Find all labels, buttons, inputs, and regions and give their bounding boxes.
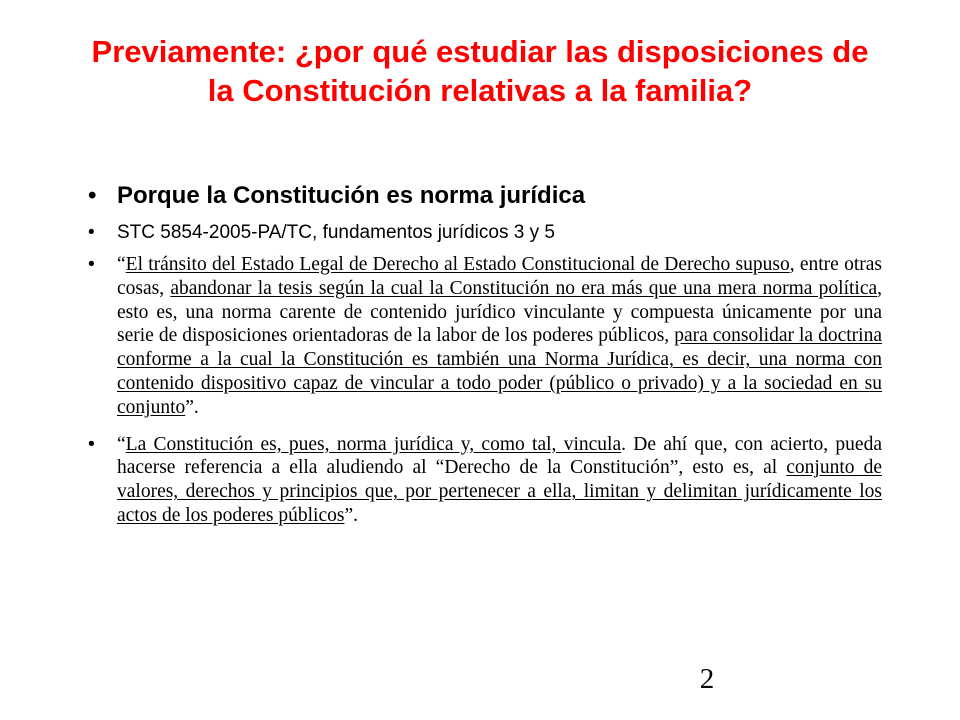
plain-segment: , esto es, una norma carente de contenido jurídico vinculante y compuesta únicamente por una serie de disposiciones orientadoras de la labor de los poderes públicos, <box>117 277 883 347</box>
underlined-segment: La Constitución es, pues, norma jurídica y, como tal, vincula <box>125 433 622 455</box>
quote-close-mark: ”. <box>344 504 358 526</box>
quote-open-mark: “ <box>117 433 126 455</box>
bullet-list <box>88 178 882 528</box>
bullet-quote-transition <box>88 253 882 420</box>
bullet-stc-reference: • STC 5854-2005-PA/TC, fundamentos jurídicos 3 y 5 <box>88 220 882 246</box>
underlined-segment: abandonar la tesis según la cual la Constitución no era más que una mera norma política <box>170 277 878 299</box>
bullet-quote-binding <box>88 433 882 528</box>
quote-open-mark: “ <box>117 254 126 275</box>
plain-segment: . De ahí que, con acierto, pueda hacerse referencia a ella aludiendo al “Derecho de la Constitución”, esto es, al <box>117 433 882 479</box>
underlined-segment: para consolidar la doctrina conforme a la cual la Constitución es también una Norma Jurídica, es decir, una norma con contenido dispositivo capaz de vincular a todo poder (público o privado) y a la sociedad en su conjunto <box>117 325 882 418</box>
underlined-segment: conjunto de valores, derechos y principios que, por pertenecer a ella, limitan y delimitan jurídicamente los actos de los poderes públicos <box>117 457 882 526</box>
bullet-constitution-norm: • Porque la Constitución es norma jurídica <box>88 178 882 214</box>
slide-title: Previamente: ¿por qué estudiar las disposiciones de la Constitución relativas a la familia? <box>91 34 869 108</box>
underlined-segment: El tránsito del Estado Legal de Derecho al Estado Constitucional de Derecho supuso <box>125 254 790 275</box>
page-number: 2 <box>699 663 715 695</box>
plain-segment: , entre otras cosas, <box>117 254 882 299</box>
quote-close-mark: ”. <box>185 396 199 418</box>
